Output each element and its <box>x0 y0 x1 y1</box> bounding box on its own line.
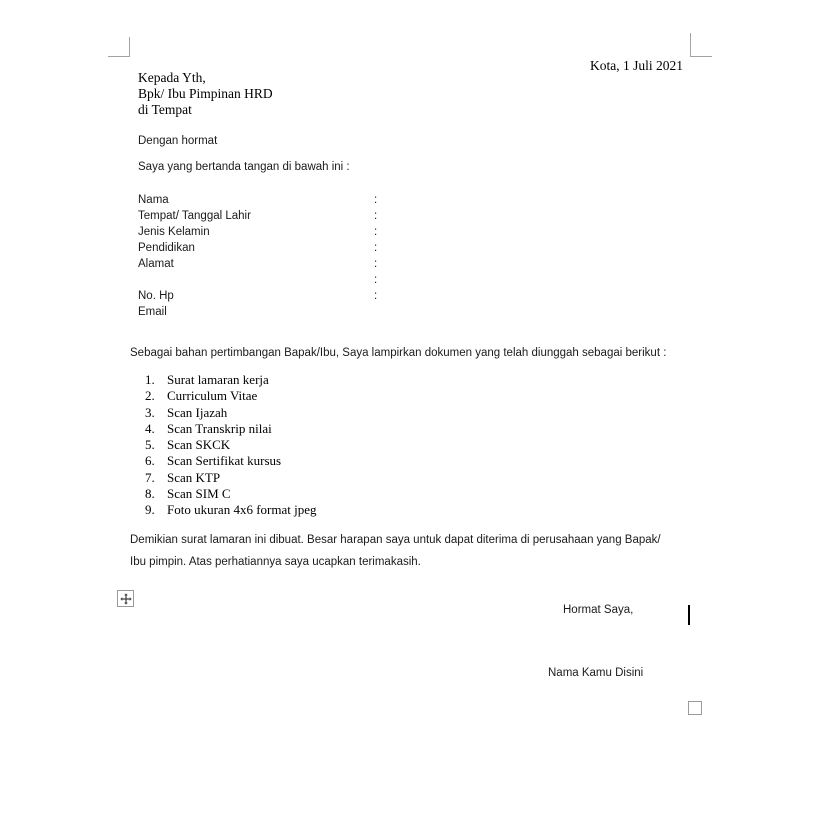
list-item <box>145 486 316 502</box>
list-item-text: Scan Ijazah <box>167 404 228 420</box>
field-colon: : <box>374 210 378 222</box>
field-row <box>138 192 398 208</box>
field-label: Nama <box>138 194 169 206</box>
list-item-text: Scan SKCK <box>167 437 231 453</box>
field-row <box>138 304 398 320</box>
list-item-text: Curriculum Vitae <box>167 388 258 404</box>
field-label: Alamat <box>138 258 174 270</box>
recipient-line: Kepada Yth, <box>138 70 206 85</box>
field-label: Tempat/ Tanggal Lahir <box>138 210 251 222</box>
list-item <box>145 405 316 421</box>
list-item-number: 4. <box>145 420 155 436</box>
attachments-intro: Sebagai bahan pertimbangan Bapak/Ibu, Saya lampirkan dokumen yang telah diunggah sebagai berikut : <box>130 347 667 359</box>
attachments-list <box>145 372 316 519</box>
list-item-text: Surat lamaran kerja <box>167 372 269 387</box>
field-colon: : <box>374 290 378 302</box>
salutation: Dengan hormat <box>138 135 218 147</box>
field-colon: : <box>374 194 378 206</box>
list-item <box>145 388 316 404</box>
date-line: Kota, 1 Juli 2021 <box>590 58 683 73</box>
field-label: Jenis Kelamin <box>138 226 210 238</box>
move-handle[interactable] <box>117 590 134 607</box>
list-item-number: 2. <box>145 388 155 404</box>
list-item-text: Scan Transkrip nilai <box>167 420 272 436</box>
field-row <box>138 224 398 240</box>
list-item <box>145 437 316 453</box>
list-item <box>145 421 316 437</box>
field-label: No. Hp <box>138 290 174 302</box>
field-colon: : <box>374 242 378 254</box>
list-item-number: 9. <box>145 502 155 518</box>
closing-line: Demikian surat lamaran ini dibuat. Besar harapan saya untuk dapat diterima di perusahaan yang Bapak/ <box>130 534 661 546</box>
recipient-line: di Tempat <box>138 102 192 117</box>
list-item <box>145 372 316 388</box>
list-item <box>145 470 316 486</box>
list-item-number: 1. <box>145 372 155 387</box>
move-cross-arrows-icon <box>120 593 132 605</box>
text-cursor <box>688 605 690 625</box>
list-item-text: Foto ukuran 4x6 format jpeg <box>167 502 317 518</box>
field-row <box>138 288 398 304</box>
biodata-fields <box>138 192 398 320</box>
list-item-text: Scan SIM C <box>167 486 231 502</box>
margin-crop-mark-top-left-icon <box>108 37 130 57</box>
field-row <box>138 272 398 288</box>
list-item-number: 8. <box>145 486 155 502</box>
list-item-number: 5. <box>145 437 155 453</box>
list-item-text: Scan Sertifikat kursus <box>167 453 282 469</box>
field-row <box>138 256 398 272</box>
field-colon: : <box>374 258 378 270</box>
closing-paragraph <box>130 529 661 573</box>
field-colon: : <box>374 226 378 238</box>
list-item-number: 3. <box>145 404 155 420</box>
intro-line: Saya yang bertanda tangan di bawah ini : <box>138 161 350 173</box>
margin-crop-mark-top-right-icon <box>690 33 712 57</box>
recipient-line: Bpk/ Ibu Pimpinan HRD <box>138 86 273 101</box>
signature-name: Nama Kamu Disini <box>548 667 644 679</box>
list-item <box>145 502 316 518</box>
recipient-block <box>138 70 273 118</box>
closing-line: Ibu pimpin. Atas perhatiannya saya ucapkan terimakasih. <box>130 556 421 568</box>
resize-handle[interactable] <box>688 701 702 715</box>
field-label: Email <box>138 306 167 318</box>
signature-label: Hormat Saya, <box>563 604 634 616</box>
field-label: Pendidikan <box>138 242 195 254</box>
field-row <box>138 240 398 256</box>
list-item-text: Scan KTP <box>167 469 221 485</box>
list-item-number: 7. <box>145 469 155 485</box>
field-colon: : <box>374 274 378 286</box>
field-row <box>138 208 398 224</box>
list-item <box>145 453 316 469</box>
list-item-number: 6. <box>145 453 155 469</box>
